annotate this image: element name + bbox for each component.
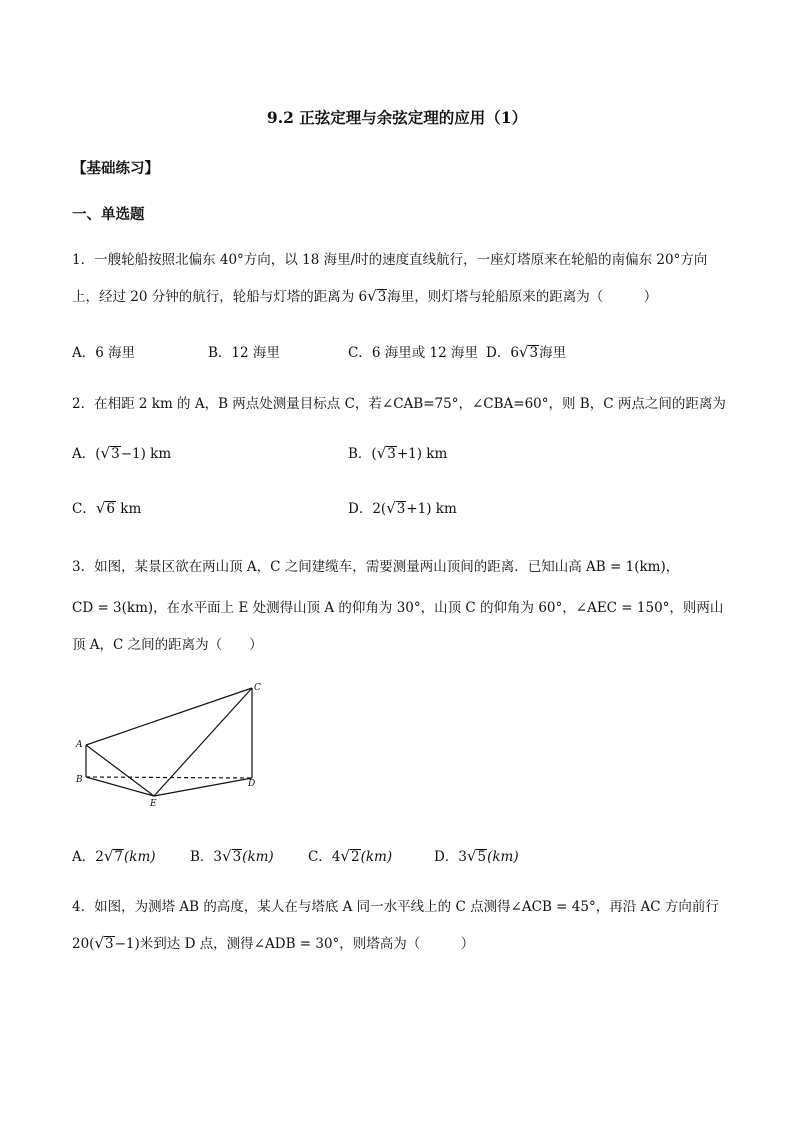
q4-line2-pre: 20(	[72, 936, 95, 952]
segment-be	[86, 777, 154, 796]
q3-option-a-pre: A．2	[72, 849, 104, 865]
q1-line2-radicand: 3	[377, 289, 387, 305]
q3-option-d-radicand: 5	[477, 849, 487, 865]
q3-option-d-unit: (km)	[487, 849, 519, 865]
q4-line2	[72, 932, 474, 952]
segment-ed	[154, 778, 252, 796]
label-d: D	[248, 779, 256, 789]
q2-option-c-pre: C．	[72, 501, 96, 517]
sqrt-symbol: √	[222, 847, 232, 865]
segment-bd-dashed	[86, 777, 252, 778]
sqrt-symbol: √	[340, 847, 350, 865]
q2-option-a-radicand: 3	[111, 446, 120, 462]
q4-line2-radicand: 3	[105, 936, 114, 952]
sqrt-symbol: √	[518, 343, 529, 361]
q1-option-b[interactable]: B．12 海里	[208, 345, 280, 361]
q3-option-b-radicand: 3	[232, 849, 242, 865]
q3-option-b-unit: (km)	[242, 849, 274, 865]
sqrt-symbol: √	[94, 934, 105, 952]
q1-line1: 1．一艘轮船按照北偏东 40°方向，以 18 海里/时的速度直线航行，一座灯塔原来在轮船的南偏东 20°方向	[72, 252, 708, 268]
q3-option-a[interactable]	[72, 845, 156, 865]
page-title: 9.2 正弦定理与余弦定理的应用（1）	[266, 108, 528, 127]
q3-option-a-radicand: 7	[114, 849, 123, 865]
q1-option-d[interactable]	[486, 341, 566, 361]
section-heading-single-choice: 一、单选题	[72, 206, 145, 223]
q3-option-c-pre: C．4	[308, 849, 341, 865]
q3-option-c-unit: (km)	[360, 849, 393, 865]
q2-option-a[interactable]	[72, 442, 171, 462]
label-a: A	[76, 740, 83, 750]
q3-option-b-pre: B．3	[190, 849, 223, 865]
q2-option-c[interactable]	[72, 497, 141, 517]
q2-option-b-post: +1) km	[396, 446, 448, 462]
q3-option-c[interactable]	[308, 845, 392, 865]
q2-option-b[interactable]	[348, 442, 447, 462]
q4-line1: 4．如图，为测塔 AB 的高度，某人在与塔底 A 同一水平线上的 C 点测得∠ACB = 45°，再沿 AC 方向前行	[72, 899, 719, 915]
sqrt-symbol: √	[466, 847, 477, 865]
q2-option-d-radicand: 3	[396, 501, 406, 517]
q1-option-d-text: D．6	[486, 345, 519, 361]
sqrt-symbol: √	[376, 444, 387, 462]
q3-option-c-radicand: 2	[350, 849, 360, 865]
q2-option-b-radicand: 3	[387, 446, 396, 462]
q1-option-d-unit: 海里	[539, 345, 567, 361]
label-c: C	[254, 683, 261, 693]
q2-option-a-pre: A．(	[72, 446, 101, 462]
q2-option-c-radicand: 6	[106, 501, 115, 517]
q3-option-b[interactable]	[190, 845, 274, 865]
q2-option-a-post: −1) km	[120, 446, 172, 462]
q3-option-d-pre: D．3	[434, 849, 467, 865]
q2-option-c-post: km	[116, 501, 142, 517]
q3-line2: CD = 3(km)，在水平面上 E 处测得山顶 A 的仰角为 30°，山顶 C 的仰角为 60°，∠AEC = 150°，则两山	[72, 600, 724, 616]
q1-option-d-radicand: 3	[529, 345, 539, 361]
sqrt-symbol: √	[103, 847, 114, 865]
q2-option-d-pre: D．2(	[348, 501, 387, 517]
q4-line2-post: −1)米到达 D 点，测得∠ADB = 30°，则塔高为（ ）	[114, 936, 475, 952]
q3-line1: 3．如图，某景区欲在两山顶 A，C 之间建缆车，需要测量两山顶间的距离．已知山高 AB = 1(km)，	[72, 559, 680, 575]
q2-line1: 2．在相距 2 km 的 A，B 两点处测量目标点 C，若∠CAB=75°，∠CBA=60°，则 B，C 两点之间的距离为	[72, 396, 726, 412]
label-e: E	[150, 799, 157, 808]
sqrt-symbol: √	[100, 444, 111, 462]
q1-option-c[interactable]: C．6 海里或 12 海里	[348, 345, 478, 361]
q3-line3: 顶 A，C 之间的距离为（ ）	[72, 637, 263, 653]
q3-option-d[interactable]	[434, 845, 519, 865]
q1-line2-text-a: 上，经过 20 分钟的航行，轮船与灯塔的距离为 6	[72, 289, 368, 305]
q1-line2-text-c: 海里，则灯塔与轮船原来的距离为（ ）	[387, 289, 658, 305]
sqrt-symbol: √	[367, 287, 377, 305]
sqrt-symbol: √	[386, 499, 396, 517]
segment-ae	[86, 745, 154, 796]
q2-option-d-post: +1) km	[406, 501, 457, 517]
q1-option-a[interactable]: A．6 海里	[72, 345, 136, 361]
q3-option-a-unit: (km)	[124, 849, 156, 865]
segment-ac	[86, 688, 252, 745]
q3-figure	[72, 678, 272, 808]
sqrt-symbol: √	[95, 499, 106, 517]
section-heading-basic-practice: 【基础练习】	[72, 160, 159, 177]
q1-line2	[72, 285, 657, 305]
q2-option-d[interactable]	[348, 497, 457, 517]
q2-option-b-pre: B．(	[348, 446, 377, 462]
label-b: B	[76, 775, 83, 785]
